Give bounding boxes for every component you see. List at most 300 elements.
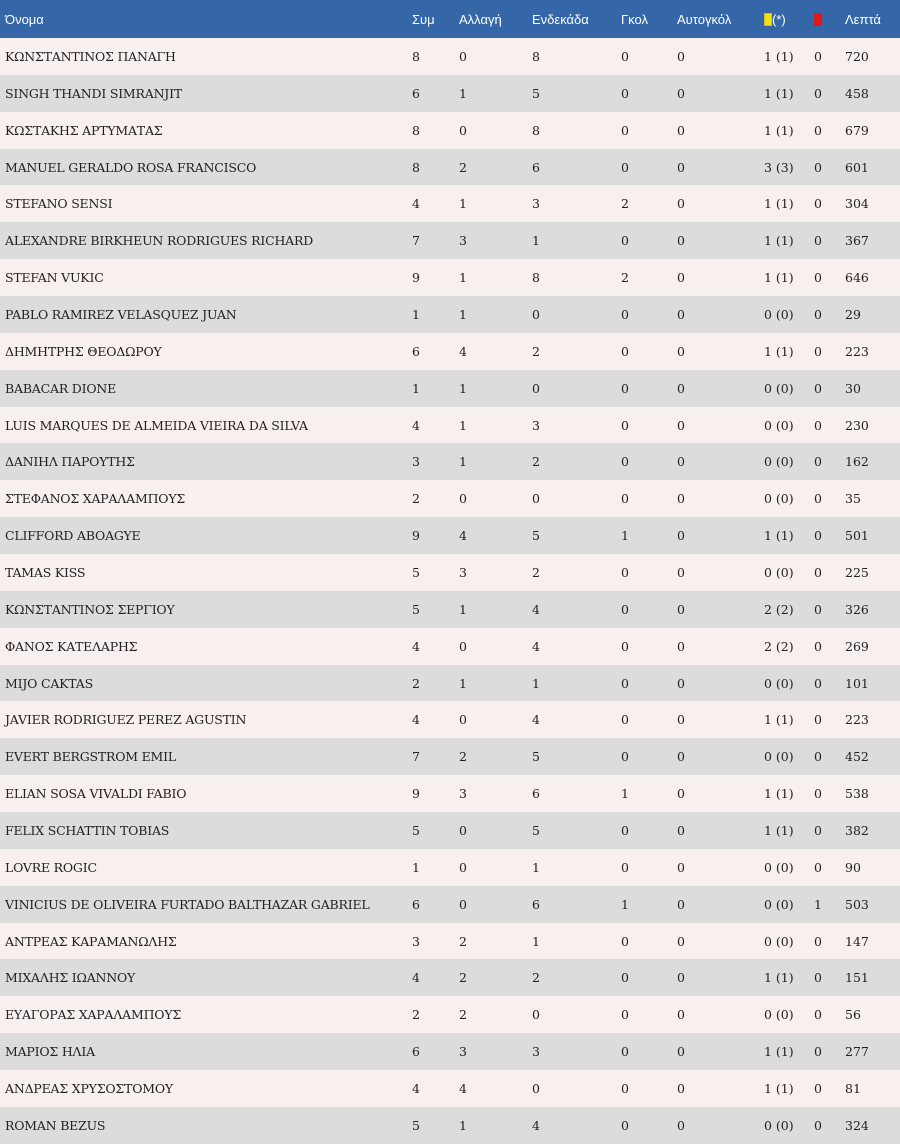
yellow-suffix: (*) <box>772 11 786 27</box>
table-row <box>0 849 900 886</box>
cell-sub: 0 <box>459 712 467 728</box>
cell-sub: 0 <box>459 491 467 507</box>
cell-red: 1 <box>814 896 822 912</box>
cell-name: ΜΑΡΙΟΣ ΗΛΙΑ <box>5 1044 95 1060</box>
cell-goals: 0 <box>621 491 629 507</box>
cell-red: 0 <box>814 270 822 286</box>
cell-lineup: 5 <box>532 85 540 101</box>
cell-yellow: 0 (0) <box>764 675 794 691</box>
cell-sub: 1 <box>459 675 467 691</box>
cell-name: BABACAR DIONE <box>5 380 117 396</box>
table-row <box>0 996 900 1033</box>
cell-name: MANUEL GERALDO ROSA FRANCISCO <box>5 159 257 175</box>
cell-red: 0 <box>814 1007 822 1023</box>
cell-lineup: 2 <box>532 970 540 986</box>
cell-red: 0 <box>814 564 822 580</box>
cell-goals: 0 <box>621 48 629 64</box>
cell-apps: 6 <box>412 896 420 912</box>
table-row <box>0 480 900 517</box>
cell-name: ΚΩΝΣΤΑΝΤΙΝΟΣ ΣΕΡΓΙΟΥ <box>5 601 175 617</box>
cell-sub: 4 <box>459 1080 467 1096</box>
cell-lineup: 8 <box>532 48 540 64</box>
cell-lineup: 4 <box>532 638 540 654</box>
cell-minutes: 304 <box>845 196 869 212</box>
column-header-minutes[interactable]: Λεπτά <box>845 11 881 27</box>
cell-own-goals: 0 <box>677 822 685 838</box>
cell-red: 0 <box>814 749 822 765</box>
cell-red: 0 <box>814 528 822 544</box>
cell-apps: 2 <box>412 491 420 507</box>
cell-apps: 4 <box>412 196 420 212</box>
cell-minutes: 646 <box>845 270 869 286</box>
cell-own-goals: 0 <box>677 638 685 654</box>
table-row <box>0 959 900 996</box>
cell-apps: 8 <box>412 122 420 138</box>
table-row <box>0 886 900 923</box>
cell-yellow: 2 (2) <box>764 638 794 654</box>
table-header-row <box>0 0 900 38</box>
cell-own-goals: 0 <box>677 417 685 433</box>
cell-own-goals: 0 <box>677 85 685 101</box>
cell-sub: 2 <box>459 1007 467 1023</box>
cell-sub: 3 <box>459 233 467 249</box>
cell-apps: 4 <box>412 417 420 433</box>
table-row <box>0 75 900 112</box>
cell-lineup: 6 <box>532 159 540 175</box>
cell-lineup: 2 <box>532 343 540 359</box>
cell-yellow: 1 (1) <box>764 1044 794 1060</box>
cell-minutes: 223 <box>845 343 869 359</box>
cell-minutes: 147 <box>845 933 869 949</box>
cell-apps: 4 <box>412 970 420 986</box>
cell-lineup: 3 <box>532 1044 540 1060</box>
cell-apps: 4 <box>412 712 420 728</box>
cell-sub: 0 <box>459 638 467 654</box>
cell-goals: 1 <box>621 786 629 802</box>
cell-yellow: 1 (1) <box>764 528 794 544</box>
cell-name: ΑΝΔΡΕΑΣ ΧΡΥΣΟΣΤΟΜΟΥ <box>5 1080 173 1096</box>
cell-lineup: 5 <box>532 822 540 838</box>
cell-sub: 0 <box>459 822 467 838</box>
table-row <box>0 407 900 444</box>
cell-name: ΦΑΝΟΣ ΚΑΤΕΛΑΡΗΣ <box>5 638 138 654</box>
cell-lineup: 4 <box>532 601 540 617</box>
cell-yellow: 0 (0) <box>764 417 794 433</box>
column-header-own-goals[interactable]: Αυτογκόλ <box>677 11 732 27</box>
cell-apps: 4 <box>412 1080 420 1096</box>
cell-minutes: 679 <box>845 122 869 138</box>
cell-goals: 0 <box>621 822 629 838</box>
cell-own-goals: 0 <box>677 564 685 580</box>
cell-own-goals: 0 <box>677 159 685 175</box>
cell-red: 0 <box>814 196 822 212</box>
cell-yellow: 3 (3) <box>764 159 794 175</box>
cell-red: 0 <box>814 233 822 249</box>
cell-apps: 8 <box>412 48 420 64</box>
cell-minutes: 90 <box>845 859 861 875</box>
cell-minutes: 101 <box>845 675 869 691</box>
cell-sub: 1 <box>459 1117 467 1133</box>
cell-apps: 1 <box>412 859 420 875</box>
cell-red: 0 <box>814 1080 822 1096</box>
cell-yellow: 1 (1) <box>764 1080 794 1096</box>
table-row <box>0 701 900 738</box>
cell-own-goals: 0 <box>677 859 685 875</box>
cell-lineup: 8 <box>532 122 540 138</box>
cell-name: ALEXANDRE BIRKHEUN RODRIGUES RICHARD <box>5 233 314 249</box>
cell-own-goals: 0 <box>677 970 685 986</box>
cell-yellow: 0 (0) <box>764 933 794 949</box>
cell-goals: 0 <box>621 454 629 470</box>
cell-yellow: 1 (1) <box>764 122 794 138</box>
cell-goals: 1 <box>621 528 629 544</box>
cell-apps: 2 <box>412 1007 420 1023</box>
cell-goals: 0 <box>621 1044 629 1060</box>
cell-lineup: 1 <box>532 233 540 249</box>
cell-minutes: 81 <box>845 1080 861 1096</box>
cell-goals: 0 <box>621 1080 629 1096</box>
cell-goals: 0 <box>621 85 629 101</box>
cell-minutes: 151 <box>845 970 869 986</box>
cell-red: 0 <box>814 306 822 322</box>
cell-red: 0 <box>814 85 822 101</box>
cell-yellow: 1 (1) <box>764 712 794 728</box>
column-header-apps[interactable]: Συμ <box>412 11 435 27</box>
cell-minutes: 269 <box>845 638 869 654</box>
cell-minutes: 382 <box>845 822 869 838</box>
cell-yellow: 1 (1) <box>764 196 794 212</box>
cell-red: 0 <box>814 343 822 359</box>
table-row <box>0 665 900 702</box>
cell-goals: 0 <box>621 601 629 617</box>
cell-goals: 2 <box>621 196 629 212</box>
cell-name: ROMAN BEZUS <box>5 1117 106 1133</box>
cell-yellow: 0 (0) <box>764 564 794 580</box>
cell-sub: 4 <box>459 343 467 359</box>
cell-minutes: 230 <box>845 417 869 433</box>
cell-name: EVERT BERGSTROM EMIL <box>5 749 176 765</box>
cell-goals: 0 <box>621 380 629 396</box>
table-row <box>0 923 900 960</box>
cell-apps: 8 <box>412 159 420 175</box>
cell-lineup: 0 <box>532 1080 540 1096</box>
cell-red: 0 <box>814 970 822 986</box>
cell-own-goals: 0 <box>677 933 685 949</box>
cell-sub: 3 <box>459 786 467 802</box>
cell-red: 0 <box>814 159 822 175</box>
cell-sub: 1 <box>459 85 467 101</box>
cell-red: 0 <box>814 601 822 617</box>
cell-name: ΣΤΕΦΑΝΟΣ ΧΑΡΑΛΑΜΠΟΥΣ <box>5 491 186 507</box>
cell-sub: 1 <box>459 417 467 433</box>
cell-goals: 0 <box>621 1007 629 1023</box>
cell-red: 0 <box>814 1044 822 1060</box>
cell-name: ΚΩΣΤΑΚΗΣ ΑΡΤΥΜΑΤΑΣ <box>5 122 163 138</box>
table-row <box>0 370 900 407</box>
cell-minutes: 56 <box>845 1007 861 1023</box>
table-row <box>0 1107 900 1144</box>
cell-sub: 0 <box>459 859 467 875</box>
cell-own-goals: 0 <box>677 233 685 249</box>
cell-minutes: 326 <box>845 601 869 617</box>
cell-goals: 0 <box>621 970 629 986</box>
cell-minutes: 503 <box>845 896 869 912</box>
cell-lineup: 3 <box>532 417 540 433</box>
cell-apps: 1 <box>412 306 420 322</box>
cell-red: 0 <box>814 638 822 654</box>
cell-name: ELIAN SOSA VIVALDI FABIO <box>5 786 187 802</box>
cell-goals: 0 <box>621 749 629 765</box>
cell-red: 0 <box>814 454 822 470</box>
cell-minutes: 162 <box>845 454 869 470</box>
cell-apps: 3 <box>412 454 420 470</box>
column-header-lineup[interactable]: Ενδεκάδα <box>532 11 589 27</box>
cell-own-goals: 0 <box>677 1007 685 1023</box>
cell-own-goals: 0 <box>677 196 685 212</box>
cell-own-goals: 0 <box>677 48 685 64</box>
cell-minutes: 277 <box>845 1044 869 1060</box>
cell-lineup: 8 <box>532 270 540 286</box>
cell-goals: 0 <box>621 712 629 728</box>
cell-minutes: 225 <box>845 564 869 580</box>
table-row <box>0 443 900 480</box>
cell-yellow: 0 (0) <box>764 896 794 912</box>
cell-yellow: 2 (2) <box>764 601 794 617</box>
cell-minutes: 30 <box>845 380 861 396</box>
cell-own-goals: 0 <box>677 1044 685 1060</box>
cell-own-goals: 0 <box>677 528 685 544</box>
cell-goals: 2 <box>621 270 629 286</box>
cell-name: LUIS MARQUES DE ALMEIDA VIEIRA DA SILVA <box>5 417 308 433</box>
cell-minutes: 29 <box>845 306 861 322</box>
cell-red: 0 <box>814 933 822 949</box>
cell-red: 0 <box>814 122 822 138</box>
cell-goals: 0 <box>621 306 629 322</box>
column-header-yellow[interactable] <box>764 0 814 38</box>
cell-lineup: 6 <box>532 786 540 802</box>
cell-apps: 2 <box>412 675 420 691</box>
cell-name: TAMAS KISS <box>5 564 86 580</box>
cell-own-goals: 0 <box>677 1080 685 1096</box>
cell-red: 0 <box>814 380 822 396</box>
cell-red: 0 <box>814 712 822 728</box>
cell-sub: 3 <box>459 1044 467 1060</box>
cell-apps: 9 <box>412 270 420 286</box>
cell-sub: 1 <box>459 454 467 470</box>
cell-own-goals: 0 <box>677 712 685 728</box>
cell-goals: 0 <box>621 233 629 249</box>
cell-name: ΔΗΜΗΤΡΗΣ ΘΕΟΔΩΡΟΥ <box>5 343 162 359</box>
cell-minutes: 458 <box>845 85 869 101</box>
cell-name: MIJO CAKTAS <box>5 675 93 691</box>
cell-apps: 6 <box>412 1044 420 1060</box>
cell-goals: 0 <box>621 122 629 138</box>
cell-yellow: 0 (0) <box>764 306 794 322</box>
cell-yellow: 0 (0) <box>764 1117 794 1133</box>
cell-sub: 1 <box>459 601 467 617</box>
cell-apps: 7 <box>412 749 420 765</box>
cell-own-goals: 0 <box>677 601 685 617</box>
cell-name: STEFAN VUKIC <box>5 270 104 286</box>
cell-lineup: 2 <box>532 454 540 470</box>
table-row <box>0 296 900 333</box>
table-row <box>0 149 900 186</box>
column-header-red[interactable] <box>814 0 845 38</box>
cell-apps: 5 <box>412 564 420 580</box>
cell-sub: 1 <box>459 306 467 322</box>
table-row <box>0 259 900 296</box>
cell-name: FELIX SCHATTIN TOBIAS <box>5 822 170 838</box>
cell-goals: 0 <box>621 343 629 359</box>
cell-yellow: 0 (0) <box>764 491 794 507</box>
cell-red: 0 <box>814 786 822 802</box>
cell-apps: 9 <box>412 786 420 802</box>
column-header-name[interactable]: Όνομα <box>5 11 44 27</box>
cell-goals: 0 <box>621 564 629 580</box>
cell-goals: 0 <box>621 859 629 875</box>
cell-apps: 4 <box>412 638 420 654</box>
cell-sub: 0 <box>459 122 467 138</box>
cell-name: ΕΥΑΓΟΡΑΣ ΧΑΡΑΛΑΜΠΟΥΣ <box>5 1007 182 1023</box>
cell-own-goals: 0 <box>677 896 685 912</box>
cell-yellow: 0 (0) <box>764 859 794 875</box>
cell-yellow: 1 (1) <box>764 233 794 249</box>
table-row <box>0 812 900 849</box>
cell-red: 0 <box>814 48 822 64</box>
cell-apps: 9 <box>412 528 420 544</box>
cell-lineup: 4 <box>532 1117 540 1133</box>
table-row <box>0 775 900 812</box>
cell-lineup: 4 <box>532 712 540 728</box>
table-row <box>0 112 900 149</box>
cell-minutes: 223 <box>845 712 869 728</box>
cell-red: 0 <box>814 859 822 875</box>
cell-lineup: 0 <box>532 306 540 322</box>
cell-lineup: 3 <box>532 196 540 212</box>
cell-goals: 0 <box>621 417 629 433</box>
table-row <box>0 38 900 75</box>
cell-apps: 6 <box>412 85 420 101</box>
cell-lineup: 0 <box>532 380 540 396</box>
cell-minutes: 35 <box>845 491 861 507</box>
cell-yellow: 1 (1) <box>764 786 794 802</box>
table-row <box>0 738 900 775</box>
cell-lineup: 1 <box>532 675 540 691</box>
cell-sub: 4 <box>459 528 467 544</box>
cell-sub: 2 <box>459 933 467 949</box>
column-header-sub[interactable]: Αλλαγή <box>459 11 502 27</box>
cell-sub: 2 <box>459 159 467 175</box>
cell-lineup: 6 <box>532 896 540 912</box>
cell-name: PABLO RAMIREZ VELASQUEZ JUAN <box>5 306 237 322</box>
table-row <box>0 1033 900 1070</box>
cell-sub: 1 <box>459 380 467 396</box>
cell-own-goals: 0 <box>677 491 685 507</box>
cell-apps: 5 <box>412 601 420 617</box>
table-row <box>0 1070 900 1107</box>
cell-red: 0 <box>814 417 822 433</box>
cell-name: ΜΙΧΑΛΗΣ ΙΩΑΝΝΟΥ <box>5 970 136 986</box>
cell-name: SINGH THANDI SIMRANJIT <box>5 85 182 101</box>
cell-lineup: 0 <box>532 491 540 507</box>
cell-name: ΔΑΝΙΗΛ ΠΑΡΟΥΤΗΣ <box>5 454 135 470</box>
cell-lineup: 1 <box>532 859 540 875</box>
cell-yellow: 1 (1) <box>764 822 794 838</box>
cell-name: STEFANO SENSI <box>5 196 113 212</box>
yellow-card-icon <box>764 13 772 26</box>
cell-name: LOVRE ROGIC <box>5 859 97 875</box>
cell-minutes: 601 <box>845 159 869 175</box>
cell-red: 0 <box>814 1117 822 1133</box>
cell-goals: 0 <box>621 1117 629 1133</box>
table-row <box>0 517 900 554</box>
cell-own-goals: 0 <box>677 380 685 396</box>
cell-own-goals: 0 <box>677 786 685 802</box>
cell-apps: 1 <box>412 380 420 396</box>
cell-lineup: 5 <box>532 749 540 765</box>
cell-name: JAVIER RODRIGUEZ PEREZ AGUSTIN <box>5 712 247 728</box>
cell-apps: 5 <box>412 1117 420 1133</box>
cell-lineup: 1 <box>532 933 540 949</box>
cell-own-goals: 0 <box>677 454 685 470</box>
cell-own-goals: 0 <box>677 1117 685 1133</box>
cell-goals: 0 <box>621 933 629 949</box>
cell-yellow: 1 (1) <box>764 343 794 359</box>
table-row <box>0 554 900 591</box>
cell-yellow: 0 (0) <box>764 380 794 396</box>
cell-sub: 0 <box>459 896 467 912</box>
cell-name: ΑΝΤΡΕΑΣ ΚΑΡΑΜΑΝΩΛΗΣ <box>5 933 177 949</box>
column-header-goals[interactable]: Γκολ <box>621 11 648 27</box>
cell-own-goals: 0 <box>677 270 685 286</box>
cell-lineup: 5 <box>532 528 540 544</box>
cell-name: CLIFFORD ABOAGYE <box>5 528 141 544</box>
cell-apps: 6 <box>412 343 420 359</box>
cell-yellow: 1 (1) <box>764 270 794 286</box>
cell-sub: 1 <box>459 196 467 212</box>
cell-goals: 1 <box>621 896 629 912</box>
cell-red: 0 <box>814 675 822 691</box>
table-row <box>0 222 900 259</box>
cell-goals: 0 <box>621 159 629 175</box>
red-card-icon <box>814 13 822 26</box>
cell-minutes: 324 <box>845 1117 869 1133</box>
cell-apps: 7 <box>412 233 420 249</box>
cell-name: ΚΩΝΣΤΑΝΤΙΝΟΣ ΠΑΝΑΓΗ <box>5 48 176 64</box>
cell-yellow: 0 (0) <box>764 454 794 470</box>
cell-minutes: 501 <box>845 528 869 544</box>
cell-own-goals: 0 <box>677 749 685 765</box>
table-row <box>0 185 900 222</box>
cell-apps: 3 <box>412 933 420 949</box>
cell-apps: 5 <box>412 822 420 838</box>
cell-sub: 3 <box>459 564 467 580</box>
cell-minutes: 538 <box>845 786 869 802</box>
cell-red: 0 <box>814 491 822 507</box>
table-row <box>0 333 900 370</box>
cell-goals: 0 <box>621 675 629 691</box>
cell-yellow: 1 (1) <box>764 48 794 64</box>
cell-name: VINICIUS DE OLIVEIRA FURTADO BALTHAZAR GABRIEL <box>5 896 370 912</box>
cell-sub: 2 <box>459 970 467 986</box>
cell-own-goals: 0 <box>677 122 685 138</box>
cell-red: 0 <box>814 822 822 838</box>
cell-yellow: 1 (1) <box>764 970 794 986</box>
cell-own-goals: 0 <box>677 306 685 322</box>
cell-yellow: 1 (1) <box>764 85 794 101</box>
cell-yellow: 0 (0) <box>764 749 794 765</box>
cell-minutes: 720 <box>845 48 869 64</box>
